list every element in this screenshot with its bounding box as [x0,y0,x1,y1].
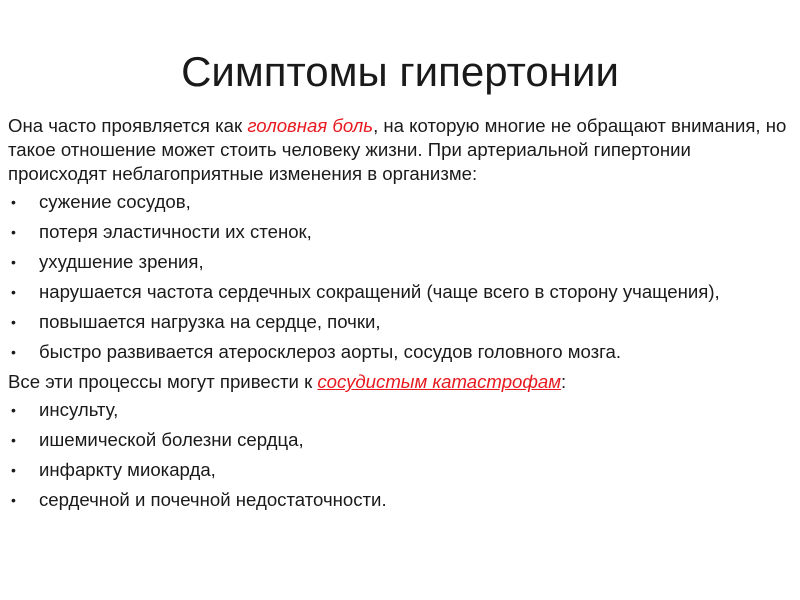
bullet-icon: • [11,254,16,270]
list-item-text: нарушается частота сердечных сокращений (чаще всего в сторону учащения), [39,281,720,302]
list-item [8,280,794,304]
slide-title: Симптомы гипертонии [181,48,619,95]
consequence-text-before: Все эти процессы могут привести к [8,371,318,392]
bullet-icon: • [11,402,16,418]
slide-content [8,114,794,518]
list-item [8,220,794,244]
list-item-text: быстро развивается атеросклероз аорты, сосудов головного мозга. [39,341,622,362]
list-item [8,488,794,512]
changes-list [8,190,794,364]
list-item-text: потеря эластичности их стенок, [39,221,312,242]
bullet-icon: • [11,344,16,360]
list-item-text: ухудшение зрения, [39,251,204,272]
list-item-text: инфаркту миокарда, [39,459,216,480]
bullet-icon: • [11,224,16,240]
consequence-paragraph [8,370,794,394]
list-item-text: сердечной и почечной недостаточности. [39,489,387,510]
list-item [8,428,794,452]
list-item [8,398,794,422]
bullet-icon: • [11,492,16,508]
list-item [8,458,794,482]
intro-text-after: , на которую многие не обращают внимания, но такое отношение может стоить человеку жизни. При артериальной гипертонии происходят неблагоприятные изменения в организме: [8,115,787,184]
list-item [8,340,794,364]
list-item-text: инсульту, [39,399,119,420]
vascular-catastrophes-link[interactable]: сосудистым катастрофам [317,371,562,392]
bullet-icon: • [11,284,16,300]
bullet-icon: • [11,314,16,330]
list-item-text: ишемической болезни сердца, [39,429,304,450]
bullet-icon: • [11,432,16,448]
bullet-icon: • [11,194,16,210]
list-item [8,310,794,334]
list-item [8,190,794,214]
intro-paragraph [8,114,794,186]
intro-highlight: головная боль [247,115,374,136]
consequence-text-after: : [561,371,567,392]
list-item [8,250,794,274]
outcomes-list [8,398,794,512]
intro-text-before: Она часто проявляется как [8,115,248,136]
bullet-icon: • [11,462,16,478]
list-item-text: сужение сосудов, [39,191,191,212]
list-item-text: повышается нагрузка на сердце, почки, [39,311,381,332]
